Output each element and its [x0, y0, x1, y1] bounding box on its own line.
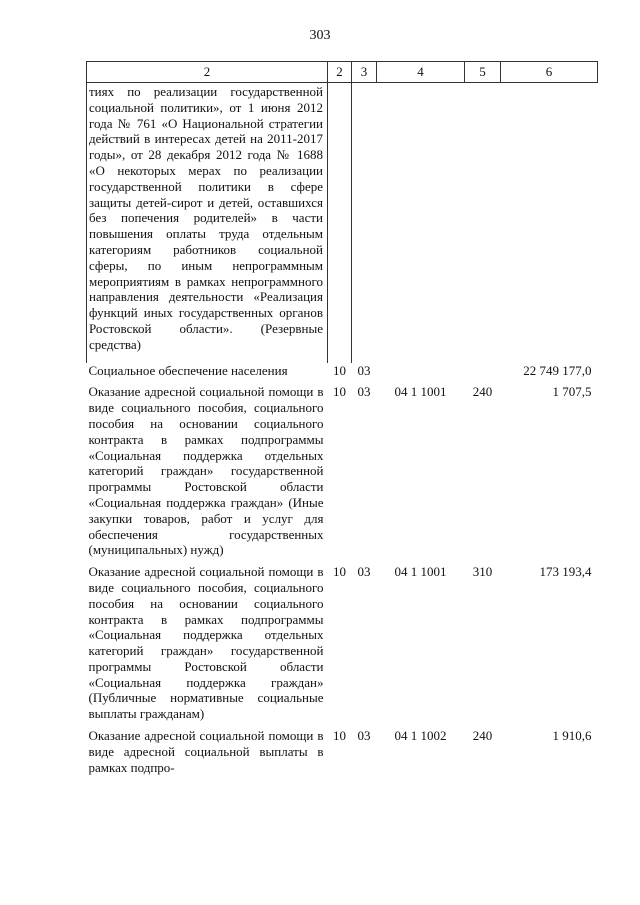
row-target-article: [377, 83, 465, 363]
row-target-article: 04 1 1001: [394, 384, 447, 400]
header-cell-amount: 6: [501, 62, 598, 83]
header-cell-subsection: 3: [352, 62, 377, 83]
table-row: [87, 83, 598, 363]
header-cell-expense-type: 5: [465, 62, 501, 83]
row-expense-type: [465, 83, 501, 363]
row-expense-type: 310: [472, 564, 493, 580]
row-target-article: [377, 363, 465, 385]
row-description: Оказание адресной социальной помощи в виде социального пособия, социального пособия на основании социального контракта в рамках подпрограммы «Социальная поддержка отдельных категорий граждан» государственной программы Ростовской области «Социальная поддержка граждан» (Публичные нормативные социальные выплаты гражданам): [88, 564, 324, 722]
header-cell-section: 2: [328, 62, 352, 83]
row-section: 10: [333, 564, 346, 580]
row-subsection: 03: [357, 384, 371, 400]
row-description: тиях по реализации государственной социальной политики», от 1 июня 2012 года № 761 «О Национальной стратегии действий в интересах детей на 2011-2017 годы», от 28 декабря 2012 года № 1688 «О некоторых мерах по реализации государственной политики в сфере защиты детей-сирот и детей, оставшихся без попечения родителей» в части повышения оплаты труда отдельным категориям работников социальной сферы, по иным непрограммным мероприятиям в рамках непрограммного направления деятельности «Реализация функций иных государственных органов Ростовской области». (Резервные средства): [87, 83, 328, 363]
row-description: Оказание адресной социальной помощи в виде социального пособия, социального пособия на основании социального контракта в рамках подпрограммы «Социальная поддержка отдельных категорий граждан» государственной программы Ростовской области «Социальная поддержка граждан» (Иные закупки товаров, работ и услуг для обеспечения государственных (муниципальных) нужд): [88, 384, 324, 558]
budget-table: [86, 61, 598, 775]
row-target-article: 04 1 1001: [394, 564, 447, 580]
table-row: [87, 363, 598, 385]
row-amount: [501, 83, 598, 363]
row-section: 10: [333, 728, 346, 744]
row-section: [328, 83, 352, 363]
row-amount: 1 910,6: [552, 728, 592, 744]
row-expense-type: 240: [472, 728, 493, 744]
table-row: [87, 564, 598, 728]
row-subsection: 03: [357, 362, 371, 378]
table-header-row: [87, 62, 598, 83]
row-amount: 1 707,5: [552, 384, 592, 400]
row-expense-type: [465, 363, 501, 385]
header-cell-description: 2: [87, 62, 328, 83]
row-amount: 22 749 177,0: [523, 362, 592, 378]
row-subsection: [352, 83, 377, 363]
row-subsection: 03: [357, 728, 371, 744]
row-description: Оказание адресной социальной помощи в виде адресной социальной выплаты в рамках подпро-: [88, 728, 324, 775]
row-amount: 173 193,4: [539, 564, 592, 580]
row-section: 10: [333, 384, 346, 400]
header-cell-target-article: 4: [377, 62, 465, 83]
page-number: 303: [309, 28, 331, 43]
table-row: [87, 728, 598, 775]
row-section: 10: [333, 362, 346, 378]
row-subsection: 03: [357, 564, 371, 580]
row-expense-type: 240: [472, 384, 493, 400]
row-target-article: 04 1 1002: [394, 728, 447, 744]
row-description: Социальное обеспечение населения: [88, 362, 288, 378]
table-row: [87, 384, 598, 564]
